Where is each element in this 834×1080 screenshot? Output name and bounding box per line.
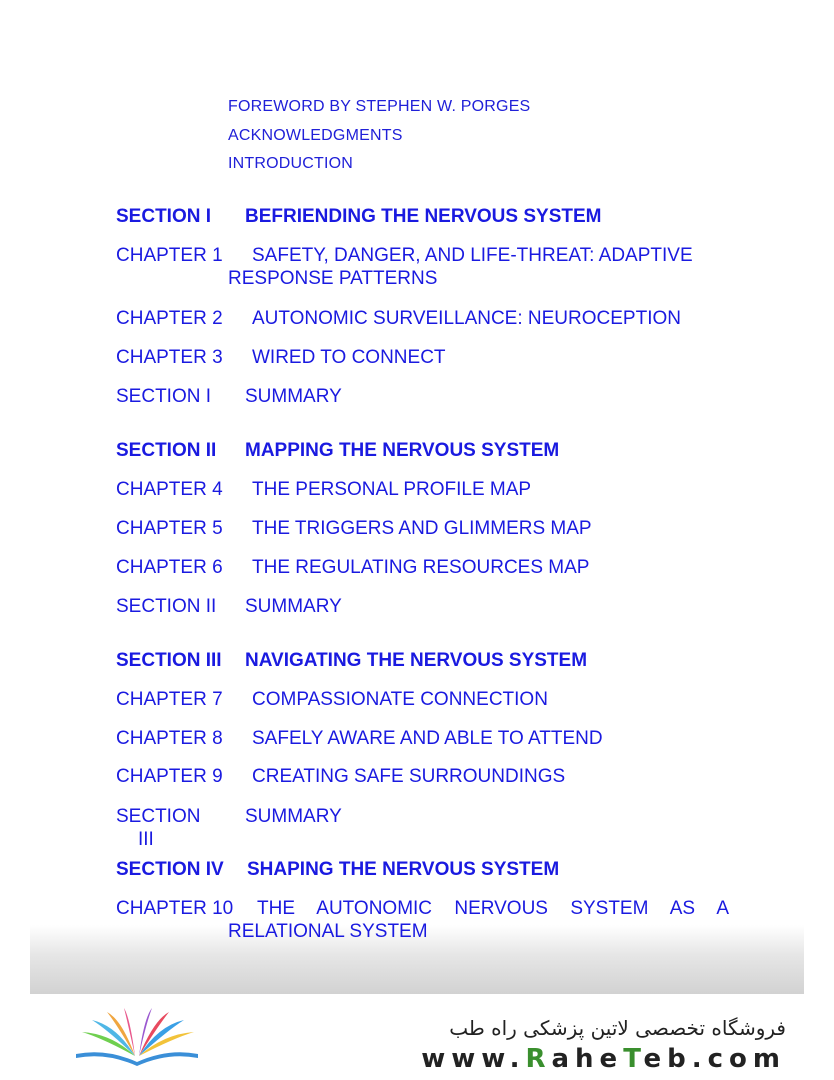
section-title: BEFRIENDING THE NERVOUS SYSTEM (245, 206, 602, 227)
chapter-label: CHAPTER 5 (116, 518, 223, 539)
chapter-title: COMPASSIONATE CONNECTION (252, 689, 548, 710)
chapter-title (257, 898, 729, 920)
chapter-title-continued: RESPONSE PATTERNS (228, 268, 438, 289)
toc-foreword-link[interactable]: FOREWORD BY STEPHEN W. PORGES (228, 98, 531, 115)
section-title: MAPPING THE NERVOUS SYSTEM (245, 440, 560, 461)
chapter-title-word: NERVOUS (454, 898, 548, 919)
chapter-label: CHAPTER 2 (116, 308, 223, 329)
section-label: SECTION IV (116, 859, 224, 880)
chapter-title: THE REGULATING RESOURCES MAP (252, 557, 590, 578)
chapter-title: AUTONOMIC SURVEILLANCE: NEUROCEPTION (252, 308, 681, 329)
chapter-label: CHAPTER 3 (116, 347, 223, 368)
section-label: SECTION III (116, 650, 222, 671)
chapter-title-word: AUTONOMIC (316, 898, 433, 919)
footer-banner (0, 994, 834, 1080)
chapter-title-continued: RELATIONAL SYSTEM (228, 921, 428, 942)
chapter-title-word: A (716, 898, 730, 919)
section-label: SECTION I (116, 206, 212, 227)
chapter-label: CHAPTER 10 (116, 898, 234, 919)
chapter-title: SAFELY AWARE AND ABLE TO ATTEND (252, 728, 603, 749)
section-label: SECTION I (116, 386, 212, 407)
section-label: SECTION (116, 806, 201, 827)
summary-title: SUMMARY (245, 806, 342, 827)
chapter-label: CHAPTER 8 (116, 728, 223, 749)
chapter-label: CHAPTER 4 (116, 479, 223, 500)
chapter-label: CHAPTER 6 (116, 557, 223, 578)
section-title: NAVIGATING THE NERVOUS SYSTEM (245, 650, 588, 671)
shop-name: فروشگاه تخصصی لاتین پزشکی راه طب (449, 1016, 786, 1040)
chapter-label: CHAPTER 9 (116, 766, 223, 787)
toc-acknowledgments-link[interactable]: ACKNOWLEDGMENTS (228, 127, 403, 144)
chapter-title: CREATING SAFE SURROUNDINGS (252, 766, 566, 787)
chapter-title-word: AS (669, 898, 696, 919)
section-title: SHAPING THE NERVOUS SYSTEM (247, 859, 560, 880)
summary-title: SUMMARY (245, 596, 342, 617)
open-book-icon (72, 1004, 202, 1070)
section-label: SECTION II (116, 596, 217, 617)
site-url[interactable]: www.RaheTeb.com (421, 1044, 786, 1074)
toc-introduction-link[interactable]: INTRODUCTION (228, 155, 354, 172)
summary-title: SUMMARY (245, 386, 342, 407)
chapter-title: THE TRIGGERS AND GLIMMERS MAP (252, 518, 592, 539)
chapter-title-word: THE (257, 898, 295, 919)
section-label-continued: III (138, 829, 154, 850)
section-label: SECTION II (116, 440, 217, 461)
chapter-title: WIRED TO CONNECT (252, 347, 446, 368)
chapter-label: CHAPTER 7 (116, 689, 223, 710)
chapter-title-word: SYSTEM (570, 898, 649, 919)
chapter-title: THE PERSONAL PROFILE MAP (252, 479, 532, 500)
chapter-label: CHAPTER 1 (116, 245, 223, 266)
chapter-title: SAFETY, DANGER, AND LIFE-THREAT: ADAPTIVE (252, 245, 693, 266)
